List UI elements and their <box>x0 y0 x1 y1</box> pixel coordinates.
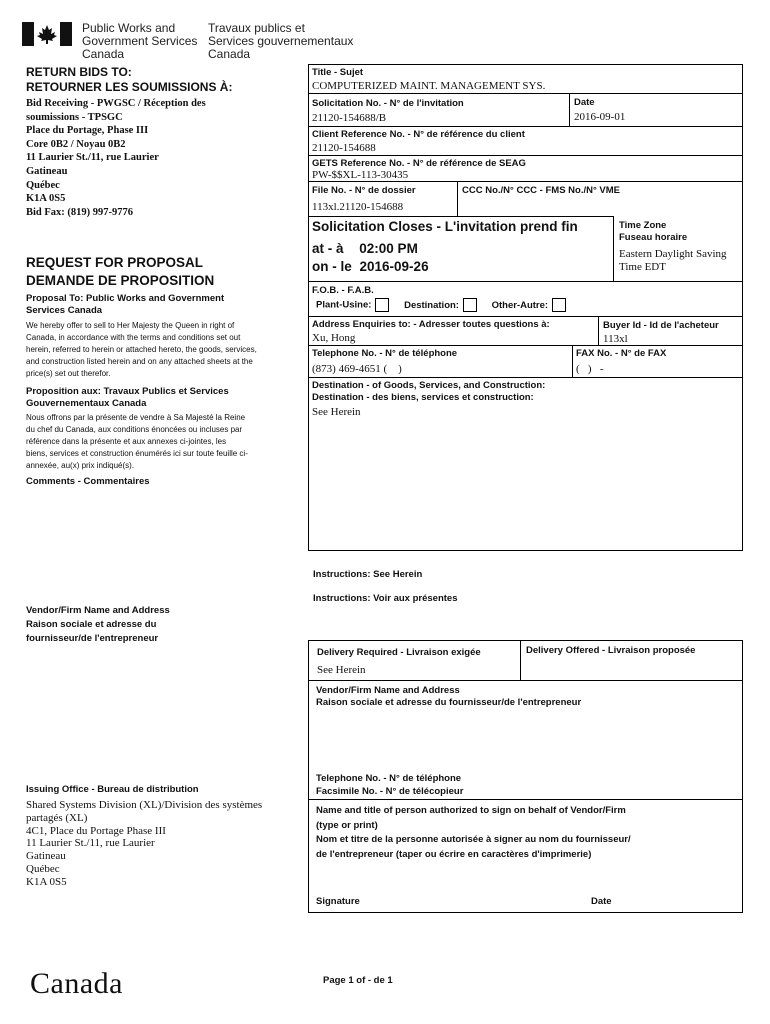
proposal-to-text: We hereby offer to sell to Her Majesty the Queen in right of Canada, in accordance with the terms and conditions set out herein, referred to herein or attached hereto, the goods, services, and construction listed herein and on any attached sheets at the price(s) set out therefor. <box>26 321 257 378</box>
auth-label-line: de l'entrepreneur (taper ou écrire en caractères d'imprimerie) <box>316 848 592 860</box>
tz-value-line: Eastern Daylight Saving <box>619 248 727 260</box>
issuing-line: Gatineau <box>26 850 66 863</box>
authorized-person-label <box>316 804 631 862</box>
buyer-value: 113xl <box>603 333 628 345</box>
phone-value: (873) 469-4651 ( ) <box>312 363 402 375</box>
file-label: File No. - N° de dossier <box>312 185 416 196</box>
enquiries-value: Xu, Hong <box>312 332 356 344</box>
client-ref-label: Client Reference No. - N° de référence du client <box>312 129 525 140</box>
other-checkbox[interactable] <box>552 298 566 312</box>
phone-label: Telephone No. - N° de téléphone <box>312 348 458 359</box>
enquiries-label: Address Enquiries to: - Adresser toutes questions à: <box>312 319 550 330</box>
issuing-office-address <box>26 799 262 889</box>
dept-fr-line: Canada <box>208 47 251 61</box>
issuing-line: Québec <box>26 862 60 875</box>
proposition-heading: Proposition aux: Travaux Publics et Services Gouvernementaux Canada <box>26 386 229 409</box>
vendor-left-line: Vendor/Firm Name and Address <box>26 605 170 616</box>
destination-checkbox[interactable] <box>463 298 477 312</box>
dept-fr-line: Services gouvernementaux <box>208 34 354 48</box>
dept-en-line: Government Services <box>82 34 198 48</box>
vendor-tel-label: Telephone No. - N° de téléphone <box>316 773 462 784</box>
proposition-text: Nous offrons par la présente de vendre à Sa Majesté la Reine du chef du Canada, aux conditions énoncées ou incluses par référence dans la présente et aux annexes ci-jointes, les biens, services et construction énumérés ici sur toute feuille ci-annexée, au(x) prix indiqué(s). <box>26 413 248 470</box>
bid-fax-line: Bid Fax: (819) 997-9776 <box>26 206 134 218</box>
tz-value-line: Time EDT <box>619 261 666 273</box>
dest-goods-label-en: Destination - of Goods, Services, and Construction: <box>312 380 546 391</box>
signature-label: Signature <box>316 896 360 907</box>
address-line: soumissions - TPSGC <box>26 111 123 123</box>
vendor-name-label <box>316 685 581 709</box>
tz-label-fr: Fuseau horaire <box>619 232 688 243</box>
comments-label: Comments - Commentaires <box>26 476 150 487</box>
closes-at-label: at - à <box>312 241 344 256</box>
vendor-label-fr: Raison sociale et adresse du fournisseur/de l'entrepreneur <box>316 697 582 708</box>
page-number: Page 1 of - de 1 <box>323 975 393 986</box>
canada-wordmark <box>30 967 123 1001</box>
address-line: Bid Receiving - PWGSC / Réception des <box>26 98 206 109</box>
client-ref-value: 21120-154688 <box>312 142 376 154</box>
vendor-label-en: Vendor/Firm Name and Address <box>316 685 460 696</box>
fob-options <box>316 298 572 312</box>
delivery-offered-label: Delivery Offered - Livraison proposée <box>526 645 696 656</box>
gets-value: PW-$$XL-113-30435 <box>312 169 409 181</box>
address-line: 11 Laurier St./11, rue Laurier <box>26 152 159 164</box>
signature-date-label: Date <box>591 896 612 907</box>
tz-label-en: Time Zone <box>619 220 667 231</box>
instructions-en: Instructions: See Herein <box>313 569 423 580</box>
delivery-required-value: See Herein <box>317 664 366 676</box>
closes-date-row <box>312 259 429 274</box>
auth-label-line: Name and title of person authorized to sign on behalf of Vendor/Firm <box>316 805 626 816</box>
instructions-fr: Instructions: Voir aux présentes <box>313 593 458 604</box>
telephone-fax-label <box>316 772 463 798</box>
proposal-to-heading: Proposal To: Public Works and Government Services Canada <box>26 293 225 316</box>
issuing-line: Shared Systems Division (XL)/Division des systèmes <box>26 799 263 811</box>
issuing-office-label: Issuing Office - Bureau de distribution <box>26 784 199 795</box>
closes-time-row <box>312 241 418 256</box>
time-zone-value <box>619 248 727 274</box>
date-label: Date <box>574 97 595 108</box>
title-label: Title - Sujet <box>312 67 364 78</box>
vendor-name-field[interactable] <box>316 714 736 766</box>
address-line: Core 0B2 / Noyau 0B2 <box>26 138 126 150</box>
government-flag-logo <box>22 22 72 46</box>
rfp-title <box>26 254 214 290</box>
solicitation-value: 21120-154688/B <box>312 112 387 124</box>
dept-en-line: Public Works and <box>82 21 176 35</box>
other-label: Other-Autre: <box>491 299 549 311</box>
destination-goods-value: See Herein <box>312 406 361 418</box>
address-line: K1A 0S5 <box>26 193 66 205</box>
closes-on-label: on - le <box>312 259 352 274</box>
time-zone-label <box>619 220 687 244</box>
plant-checkbox[interactable] <box>375 298 389 312</box>
auth-label-line: (type or print) <box>316 819 378 831</box>
file-value: 113xl.21120-154688 <box>312 201 404 213</box>
fax-value: ( ) - <box>576 363 604 375</box>
issuing-line: 4C1, Place du Portage Phase III <box>26 824 166 837</box>
return-bids-en: RETURN BIDS TO: <box>26 65 132 79</box>
address-line: Québec <box>26 179 60 191</box>
department-name-fr <box>208 22 353 61</box>
dept-en-line: Canada <box>82 47 125 61</box>
fax-label: FAX No. - N° de FAX <box>576 348 667 359</box>
ccc-label: CCC No./N° CCC - FMS No./N° VME <box>462 185 621 196</box>
canada-wordmark-text: Canada <box>30 967 123 1000</box>
delivery-required-label: Delivery Required - Livraison exigée <box>317 647 481 658</box>
closes-date: 2016-09-26 <box>359 259 429 274</box>
rfp-title-en: REQUEST FOR PROPOSAL <box>26 255 204 270</box>
dest-goods-label-fr: Destination - des biens, services et construction: <box>312 392 534 403</box>
department-name-en <box>82 22 197 61</box>
destination-goods-label <box>312 380 545 404</box>
vendor-fax-label: Facsimile No. - N° de télécopieur <box>316 786 464 797</box>
date-value: 2016-09-01 <box>574 111 626 123</box>
closes-time: 02:00 PM <box>359 241 418 256</box>
issuing-line: partagés (XL) <box>26 811 88 824</box>
destination-label: Destination: <box>404 299 459 311</box>
issuing-line: 11 Laurier St./11, rue Laurier <box>26 837 155 850</box>
dept-fr-line: Travaux publics et <box>208 21 305 35</box>
address-line: Gatineau <box>26 165 68 177</box>
auth-label-line: Nom et titre de la personne autorisée à signer au nom du fournisseur/ <box>316 834 631 845</box>
vendor-left-line: Raison sociale et adresse du <box>26 619 157 630</box>
return-bids-fr: RETOURNER LES SOUMISSIONS À: <box>26 80 233 94</box>
return-address <box>26 97 206 219</box>
vendor-left-label <box>26 604 170 646</box>
solicitation-closes-heading: Solicitation Closes - L'invitation prend fin <box>312 219 578 234</box>
address-line: Place du Portage, Phase III <box>26 125 149 137</box>
plant-label: Plant-Usine: <box>316 299 372 311</box>
solicitation-label: Solicitation No. - N° de l'invitation <box>312 98 464 109</box>
fob-label: F.O.B. - F.A.B. <box>312 285 374 296</box>
title-value: COMPUTERIZED MAINT. MANAGEMENT SYS. <box>312 80 546 92</box>
gets-label: GETS Reference No. - N° de référence de SEAG <box>312 158 526 169</box>
return-bids-title <box>26 65 232 95</box>
issuing-line: K1A 0S5 <box>26 875 67 888</box>
vendor-left-line: fournisseur/de l'entrepreneur <box>26 633 159 644</box>
buyer-label: Buyer Id - Id de l'acheteur <box>603 320 719 331</box>
rfp-title-fr: DEMANDE DE PROPOSITION <box>26 273 215 288</box>
